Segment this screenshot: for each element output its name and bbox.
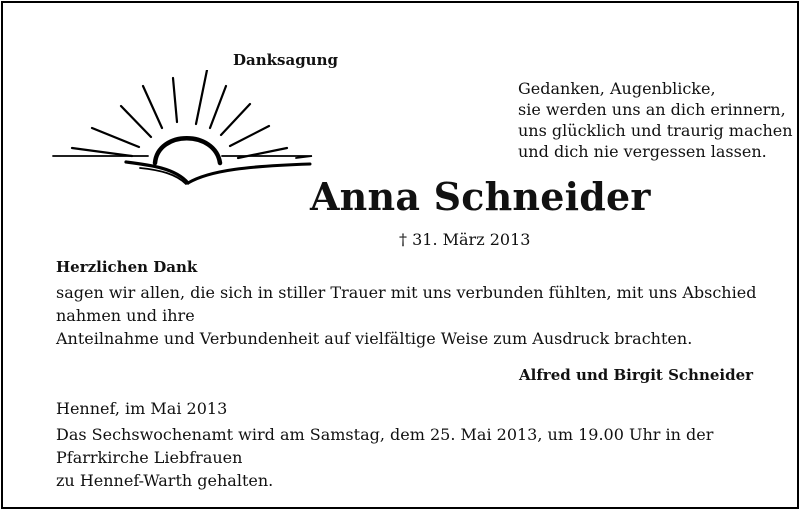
thanks-line: Anteilnahme und Verbundenheit auf vielfältige Weise zum Ausdruck brachten. xyxy=(56,329,693,348)
deceased-name: Anna Schneider xyxy=(310,174,651,219)
mass-line: zu Hennef-Warth gehalten. xyxy=(56,471,274,490)
place-date: Hennef, im Mai 2013 xyxy=(56,399,228,418)
poem-line: und dich nie vergessen lassen. xyxy=(518,142,767,161)
poem xyxy=(518,78,793,162)
poem-line: uns glücklich und traurig machen xyxy=(518,121,793,140)
thanks-text xyxy=(56,281,800,350)
card-title: Danksagung xyxy=(233,51,338,69)
mass-line: Das Sechswochenamt wird am Samstag, dem 25. Mai 2013, um 19.00 Uhr in der Pfarrkirche Liebfrauen xyxy=(56,425,714,467)
sunset-icon xyxy=(50,70,320,190)
thanks-heading: Herzlichen Dank xyxy=(56,258,198,276)
mass-notice xyxy=(56,423,800,492)
death-date: † 31. März 2013 xyxy=(399,230,531,249)
signers: Alfred und Birgit Schneider xyxy=(519,366,754,384)
poem-line: Gedanken, Augenblicke, xyxy=(518,79,716,98)
poem-line: sie werden uns an dich erinnern, xyxy=(518,100,786,119)
thanks-line: sagen wir allen, die sich in stiller Trauer mit uns verbunden fühlten, mit uns Abschied nahmen und ihre xyxy=(56,283,757,325)
